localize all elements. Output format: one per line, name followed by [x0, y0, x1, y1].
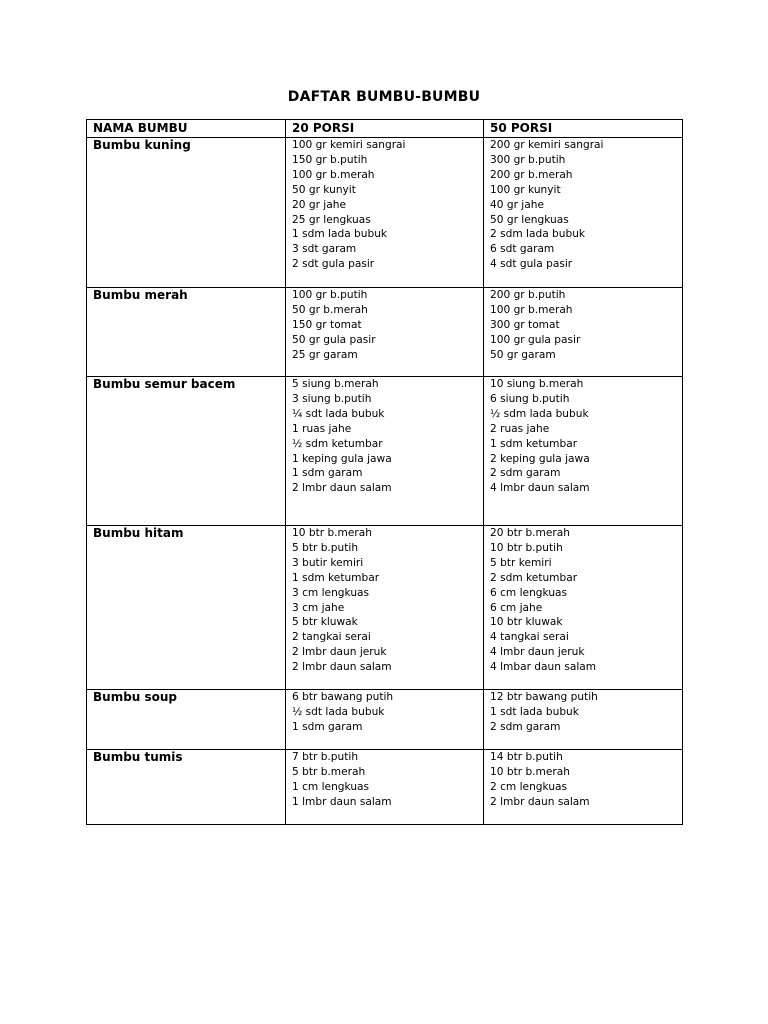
ingredient-item: 2 sdm garam — [490, 467, 561, 480]
ingredient-item: 2 ruas jahe — [490, 422, 550, 435]
ingredient-item: 3 cm lengkuas — [292, 586, 370, 599]
ingredient-item: 2 sdm ketumbar — [490, 571, 578, 584]
ingredient-item: 200 gr kemiri sangrai — [490, 139, 604, 151]
ingredient-item: 10 btr b.merah — [292, 527, 372, 539]
ingredient-item: 6 siung b.putih — [490, 392, 570, 405]
page-title: DAFTAR BUMBU-BUMBU — [287, 89, 481, 105]
ingredient-item: 4 sdt gula pasir — [490, 258, 573, 271]
porsi-50-list — [484, 288, 683, 377]
ingredient-item: 3 butir kemiri — [292, 556, 364, 569]
ingredient-item: 4 tangkai serai — [490, 631, 569, 644]
ingredient-item: 100 gr kunyit — [490, 183, 561, 196]
porsi-50-list — [484, 690, 683, 750]
ingredient-item: 50 gr lengkuas — [490, 213, 569, 226]
header-nama-bumbu: NAMA BUMBU — [87, 120, 286, 138]
ingredient-item: 150 gr tomat — [292, 318, 362, 331]
ingredient-item: 5 btr kluwak — [292, 616, 358, 629]
ingredient-item: 200 gr b.merah — [490, 168, 573, 181]
porsi-50-list — [484, 138, 683, 288]
ingredient-item: 1 sdt lada bubuk — [490, 705, 579, 718]
bumbu-name: Bumbu soup — [87, 690, 286, 750]
ingredient-item: 2 sdt gula pasir — [292, 258, 375, 271]
ingredient-item: 300 gr tomat — [490, 318, 560, 331]
ingredient-item: 12 btr bawang putih — [490, 691, 598, 703]
table-row — [87, 690, 683, 750]
ingredient-item: 7 btr b.putih — [292, 751, 359, 763]
ingredient-item: 2 lmbr daun salam — [292, 482, 392, 495]
ingredient-item: 2 tangkai serai — [292, 631, 371, 644]
bumbu-table — [86, 119, 683, 825]
ingredient-item: 100 gr b.putih — [292, 289, 368, 301]
ingredient-item: ½ sdt lada bubuk — [292, 705, 385, 718]
header-50-porsi: 50 PORSI — [484, 120, 683, 138]
ingredient-item: 1 sdm lada bubuk — [292, 228, 388, 241]
ingredient-item: 150 gr b.putih — [292, 153, 368, 166]
ingredient-item: 6 cm jahe — [490, 601, 543, 614]
ingredient-item: 100 gr gula pasir — [490, 333, 581, 346]
ingredient-item: 14 btr b.putih — [490, 751, 563, 763]
ingredient-item: 40 gr jahe — [490, 198, 544, 211]
ingredient-item: 2 cm lengkuas — [490, 780, 568, 793]
table-row — [87, 750, 683, 825]
table-row — [87, 526, 683, 690]
ingredient-item: 6 sdt garam — [490, 243, 555, 256]
header-20-porsi: 20 PORSI — [286, 120, 484, 138]
ingredient-item: 1 sdm garam — [292, 467, 363, 480]
bumbu-name: Bumbu kuning — [87, 138, 286, 288]
ingredient-item: 5 btr kemiri — [490, 556, 552, 569]
ingredient-item: 2 keping gula jawa — [490, 452, 590, 465]
ingredient-item: 100 gr kemiri sangrai — [292, 139, 406, 151]
ingredient-item: 100 gr b.merah — [292, 168, 375, 181]
table-row — [87, 377, 683, 526]
porsi-20-list — [286, 288, 484, 377]
porsi-20-list — [286, 750, 484, 825]
ingredient-item: 10 btr b.merah — [490, 765, 570, 778]
ingredient-item: 50 gr gula pasir — [292, 333, 376, 346]
porsi-20-list — [286, 526, 484, 690]
bumbu-name: Bumbu tumis — [87, 750, 286, 825]
ingredient-item: 2 sdm garam — [490, 720, 561, 733]
ingredient-item: ½ sdm lada bubuk — [490, 407, 589, 420]
ingredient-item: 1 keping gula jawa — [292, 452, 392, 465]
ingredient-item: 25 gr garam — [292, 348, 358, 361]
ingredient-item: 2 lmbr daun salam — [490, 795, 590, 808]
ingredient-item: 3 siung b.putih — [292, 392, 372, 405]
table-header-row — [87, 120, 683, 138]
ingredient-item: 3 sdt garam — [292, 243, 357, 256]
porsi-50-list — [484, 526, 683, 690]
ingredient-item: 1 cm lengkuas — [292, 780, 370, 793]
ingredient-item: ¼ sdt lada bubuk — [292, 407, 385, 420]
ingredient-item: ½ sdm ketumbar — [292, 437, 383, 450]
table-row — [87, 288, 683, 377]
ingredient-item: 50 gr garam — [490, 348, 556, 361]
ingredient-item: 6 btr bawang putih — [292, 691, 394, 703]
bumbu-name: Bumbu semur bacem — [87, 377, 286, 526]
ingredient-item: 3 cm jahe — [292, 601, 345, 614]
table-row — [87, 138, 683, 288]
ingredient-item: 300 gr b.putih — [490, 153, 566, 166]
ingredient-item: 2 sdm lada bubuk — [490, 228, 586, 241]
ingredient-item: 4 lmbr daun jeruk — [490, 646, 585, 659]
ingredient-item: 1 sdm ketumbar — [490, 437, 578, 450]
ingredient-item: 5 btr b.merah — [292, 765, 366, 778]
porsi-20-list — [286, 138, 484, 288]
ingredient-item: 4 lmbr daun salam — [490, 482, 590, 495]
porsi-20-list — [286, 690, 484, 750]
ingredient-item: 10 siung b.merah — [490, 378, 584, 390]
ingredient-item: 10 btr kluwak — [490, 616, 563, 629]
ingredient-item: 1 sdm ketumbar — [292, 571, 380, 584]
ingredient-item: 50 gr b.merah — [292, 303, 368, 316]
bumbu-name: Bumbu hitam — [87, 526, 286, 690]
porsi-50-list — [484, 377, 683, 526]
ingredient-item: 25 gr lengkuas — [292, 213, 371, 226]
ingredient-item: 1 ruas jahe — [292, 422, 352, 435]
ingredient-item: 200 gr b.putih — [490, 289, 566, 301]
ingredient-item: 5 btr b.putih — [292, 541, 359, 554]
bumbu-name: Bumbu merah — [87, 288, 286, 377]
ingredient-item: 50 gr kunyit — [292, 183, 356, 196]
porsi-20-list — [286, 377, 484, 526]
ingredient-item: 20 gr jahe — [292, 198, 346, 211]
ingredient-item: 6 cm lengkuas — [490, 586, 568, 599]
porsi-50-list — [484, 750, 683, 825]
ingredient-item: 5 siung b.merah — [292, 378, 379, 390]
ingredient-item: 4 lmbar daun salam — [490, 661, 597, 674]
ingredient-item: 1 sdm garam — [292, 720, 363, 733]
ingredient-item: 100 gr b.merah — [490, 303, 573, 316]
ingredient-item: 20 btr b.merah — [490, 527, 570, 539]
ingredient-item: 10 btr b.putih — [490, 541, 563, 554]
ingredient-item: 1 lmbr daun salam — [292, 795, 392, 808]
ingredient-item: 2 lmbr daun jeruk — [292, 646, 387, 659]
ingredient-item: 2 lmbr daun salam — [292, 661, 392, 674]
